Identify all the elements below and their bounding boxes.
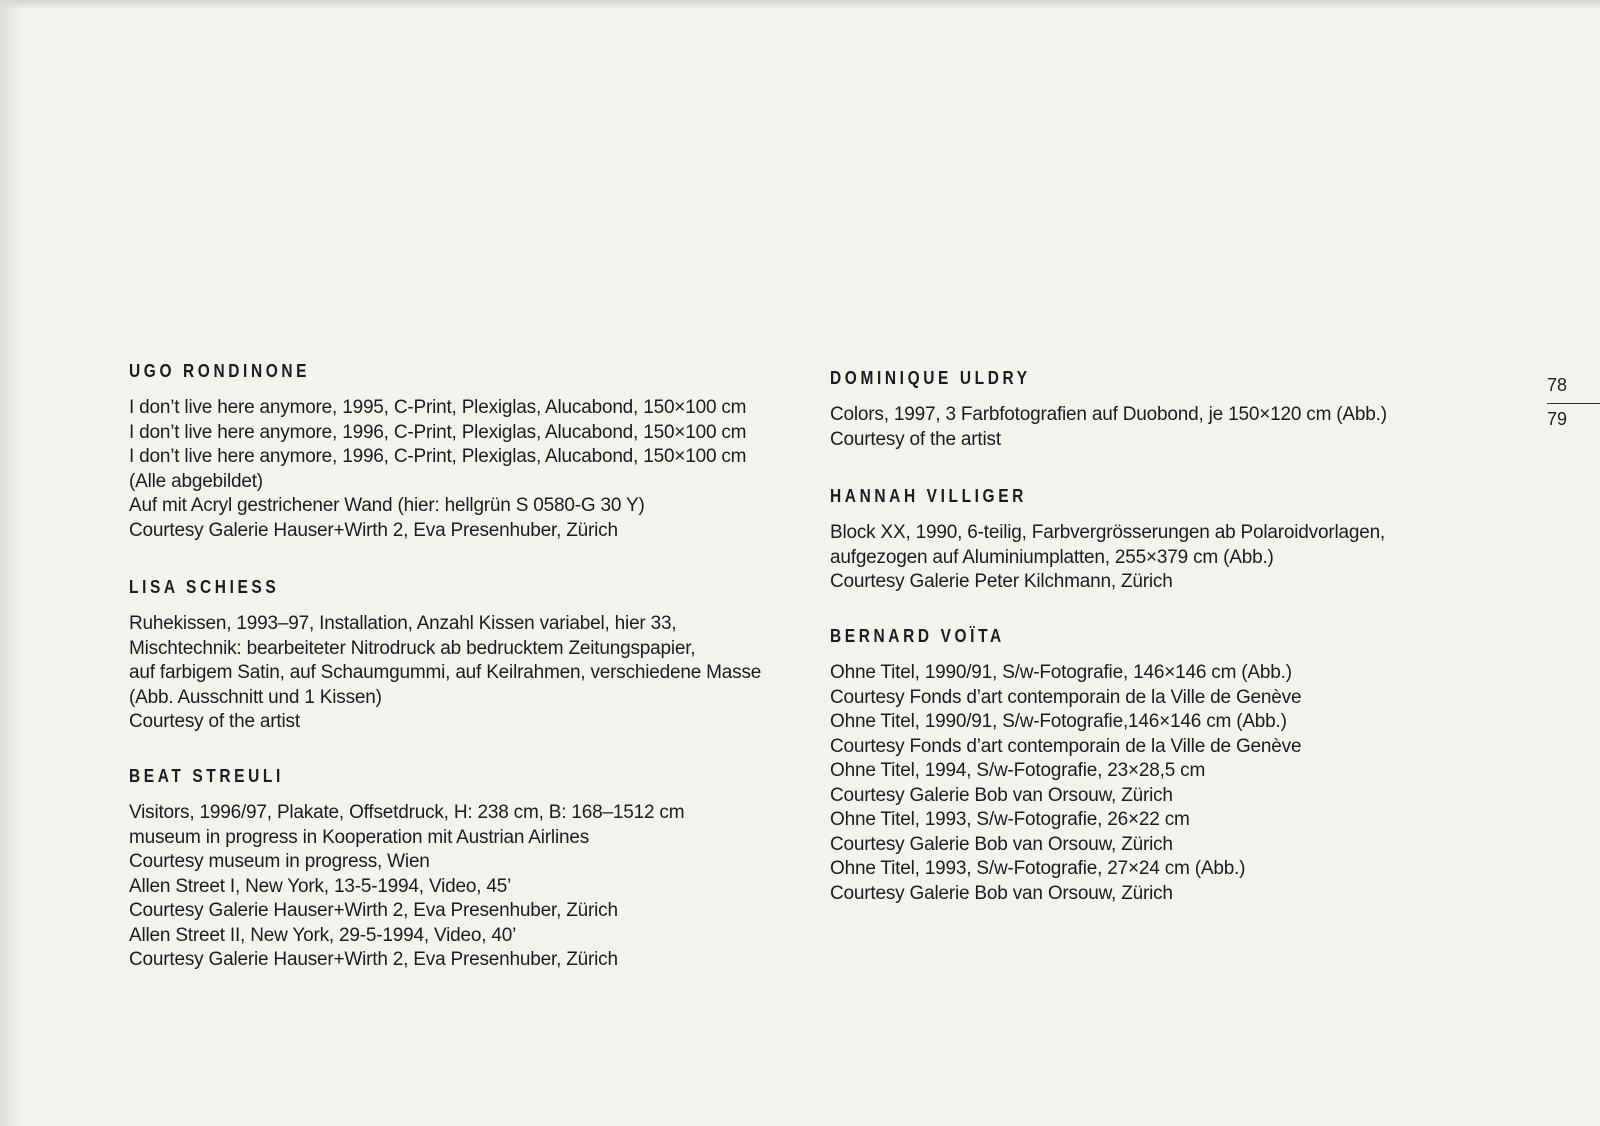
courtesy-line: Courtesy of the artist: [129, 711, 300, 732]
artwork-line: I don’t live here anymore, 1996, C-Print, Plexiglas, Alucabond, 150×100 cm: [129, 421, 747, 443]
courtesy-line: Courtesy Galerie Hauser+Wirth 2, Eva Presenhuber, Zürich: [129, 519, 618, 541]
page-number-left: 78: [1547, 375, 1568, 395]
courtesy-line: Courtesy Fonds d’art contemporain de la Ville de Genève: [830, 735, 1302, 757]
page-number-right: 79: [1547, 409, 1568, 429]
courtesy-line: Courtesy Galerie Bob van Orsouw, Zürich: [830, 784, 1173, 806]
courtesy-line: Courtesy museum in progress, Wien: [129, 851, 430, 872]
artwork-line: Colors, 1997, 3 Farbfotografien auf Duobond, je 150×120 cm (Abb.): [830, 404, 1387, 425]
artist-name: BERNARD VOÏTA: [830, 626, 1005, 646]
artist-name: BEAT STREULI: [129, 766, 284, 786]
artist-entry: [830, 624, 1430, 906]
artist-name: UGO RONDINONE: [129, 361, 311, 381]
artwork-line: auf farbigem Satin, auf Schaumgummi, auf Keilrahmen, verschiedene Masse: [129, 662, 762, 683]
artwork-line: Ohne Titel, 1993, S/w-Fotografie, 26×22 cm: [830, 809, 1190, 830]
artwork-line: museum in progress in Kooperation mit Austrian Airlines: [129, 826, 590, 848]
artwork-line: Ohne Titel, 1990/91, S/w-Fotografie,146×146 cm (Abb.): [830, 711, 1287, 732]
courtesy-line: Courtesy Galerie Bob van Orsouw, Zürich: [830, 882, 1173, 904]
artist-name: HANNAH VILLIGER: [830, 486, 1027, 506]
artwork-line: Ohne Titel, 1993, S/w-Fotografie, 27×24 cm (Abb.): [830, 858, 1246, 879]
courtesy-line: Courtesy of the artist: [830, 428, 1001, 450]
artwork-line: Auf mit Acryl gestrichener Wand (hier: hellgrün S 0580-G 30 Y): [129, 495, 645, 516]
artwork-list: [830, 403, 1430, 452]
artist-name: DOMINIQUE ULDRY: [830, 368, 1031, 388]
artwork-line: Block XX, 1990, 6-teilig, Farbvergrösserungen ab Polaroidvorlagen,: [830, 522, 1386, 543]
artwork-line: Visitors, 1996/97, Plakate, Offsetdruck, H: 238 cm, B: 168–1512 cm: [129, 802, 685, 823]
artwork-line: Ohne Titel, 1994, S/w-Fotografie, 23×28,5 cm: [830, 760, 1206, 781]
courtesy-line: Courtesy Fonds d’art contemporain de la Ville de Genève: [830, 686, 1302, 708]
artwork-list: [129, 612, 809, 735]
artwork-line: Allen Street II, New York, 29-5-1994, Video, 40’: [129, 924, 517, 946]
artwork-line: Ruhekissen, 1993–97, Installation, Anzahl Kissen variabel, hier 33,: [129, 613, 677, 634]
artwork-list: [830, 521, 1430, 595]
artwork-line: Allen Street I, New York, 13-5-1994, Video, 45’: [129, 875, 512, 897]
page-number-divider: [1547, 403, 1600, 404]
artwork-line: (Abb. Ausschnitt und 1 Kissen): [129, 686, 382, 708]
artwork-list: [830, 661, 1430, 906]
artist-entry: [129, 764, 809, 973]
artwork-line: aufgezogen auf Aluminiumplatten, 255×379 cm (Abb.): [830, 546, 1274, 568]
artwork-list: [129, 396, 809, 543]
artwork-list: [129, 801, 809, 973]
artwork-line: Mischtechnik: bearbeiteter Nitrodruck ab bedrucktem Zeitungspapier,: [129, 637, 696, 659]
artwork-line: (Alle abgebildet): [129, 470, 263, 492]
courtesy-line: Courtesy Galerie Hauser+Wirth 2, Eva Presenhuber, Zürich: [129, 949, 618, 970]
book-gutter-shadow: [0, 0, 22, 1126]
artist-name: LISA SCHIESS: [129, 577, 280, 597]
artist-entry: [129, 575, 809, 735]
page-top-edge: [0, 0, 1600, 8]
courtesy-line: Courtesy Galerie Bob van Orsouw, Zürich: [830, 833, 1173, 855]
artwork-line: I don’t live here anymore, 1996, C-Print, Plexiglas, Alucabond, 150×100 cm: [129, 446, 747, 467]
courtesy-line: Courtesy Galerie Hauser+Wirth 2, Eva Presenhuber, Zürich: [129, 900, 618, 921]
courtesy-line: Courtesy Galerie Peter Kilchmann, Zürich: [830, 571, 1173, 592]
artwork-line: I don’t live here anymore, 1995, C-Print, Plexiglas, Alucabond, 150×100 cm: [129, 397, 747, 418]
artist-entry: [129, 359, 809, 543]
artist-entry: [830, 484, 1430, 595]
artwork-line: Ohne Titel, 1990/91, S/w-Fotografie, 146×146 cm (Abb.): [830, 662, 1292, 683]
artist-entry: [830, 366, 1430, 452]
